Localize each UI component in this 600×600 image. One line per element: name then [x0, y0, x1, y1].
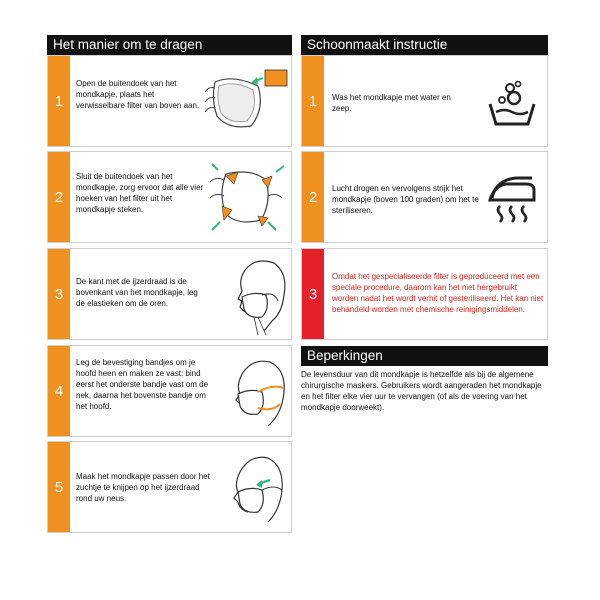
step-number: 3 — [48, 249, 70, 339]
face-head-straps-icon — [228, 354, 290, 434]
wear-step-card-3 — [47, 248, 292, 340]
step-text: Sluit de buitendoek van het mondkapje, zorg ervoor dat alle vier hoeken van het filter uit het mondkapje steken. — [76, 172, 204, 214]
step-number: 1 — [302, 56, 324, 146]
step-text: Leg de bevestiging bandjes om je hoofd heen en maken ze vast: bind eerst het onderste bandje vast om de nek, daarna het bovenste bandje om het hoofd. — [76, 358, 209, 411]
wear-step-card-1 — [47, 55, 292, 147]
step-number: 1 — [48, 56, 70, 146]
mask-filter-insert-icon — [203, 64, 291, 138]
clean-step-card-1 — [301, 55, 548, 147]
step-text: Open de buitendoek van het mondkapje, plaats het verwisselbare filter van boven aan. — [76, 79, 200, 110]
wear-step-card-4 — [47, 345, 292, 437]
step-number: 2 — [48, 152, 70, 242]
wear-step-card-5 — [47, 441, 292, 533]
step-text: Lucht drogen en vervolgens strijk het mondkapje (boven 100 graden) om het te steriliseren. — [332, 184, 479, 215]
face-nose-wire-icon — [228, 450, 290, 530]
step-number: 3 — [302, 249, 324, 339]
right-section-header: Schoonmaakt instructie — [301, 35, 548, 55]
clean-step-card-2 — [301, 151, 548, 243]
limits-header: Beperkingen — [301, 346, 548, 366]
iron-steam-icon — [488, 174, 538, 224]
wash-basin-icon — [486, 78, 538, 128]
step-warning-text: Omdat het gespecialiseerde filter is geproduceerd met een speciale procedure, daarom kan het niet hergebruikt worden nadat het wordt verhit of gesteriliseerd. Het kan niet behandeld worden met chemische reinigingsmiddelen. — [332, 272, 544, 314]
step-text: Was het mondkapje met water en zeep. — [332, 93, 451, 113]
step-number: 2 — [302, 152, 324, 242]
left-section-header: Het manier om te dragen — [47, 35, 292, 55]
mask-filter-corners-icon — [206, 162, 290, 236]
wear-step-card-2 — [47, 151, 292, 243]
step-text: Maak het mondkapje passen door het zuchtje te knijpen op het ijzerdraad rond uw neus. — [76, 472, 210, 503]
face-ear-loops-icon — [226, 255, 292, 339]
step-number: 5 — [48, 442, 70, 532]
step-number: 4 — [48, 346, 70, 436]
limits-paragraph: De levensduur van dit mondkapje is hetzelfde als bij de algemene chirurgische maskers. Gebruikers wordt aangeraden het mondkapje en het filter elke vier uur te vervangen (of als de voering van het mondkapje doorweekt). — [301, 370, 542, 412]
clean-step-card-3 — [301, 248, 548, 340]
step-text: De kant met de ijzerdraad is de bovenkant van het mondkapje, leg de elastieken om de oren. — [76, 277, 198, 308]
